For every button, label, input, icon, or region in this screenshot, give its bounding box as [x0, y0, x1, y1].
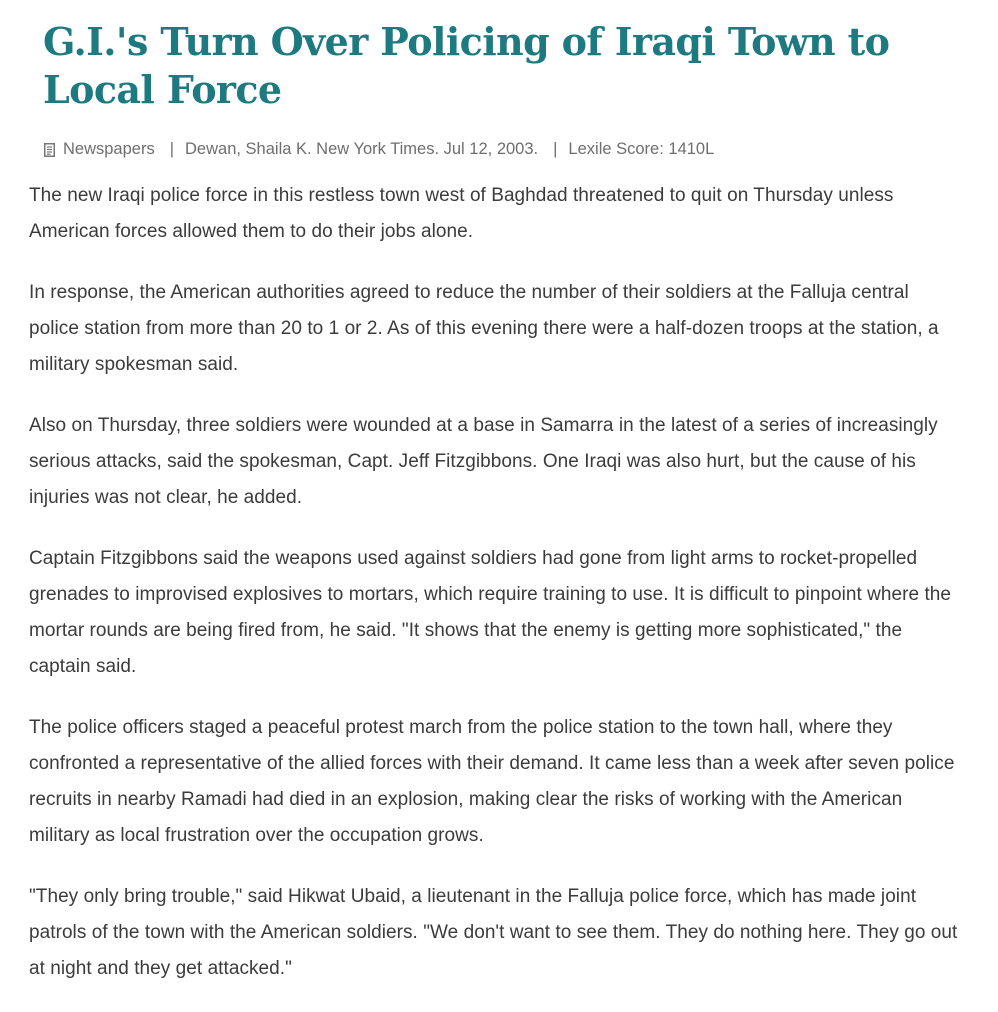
newspaper-icon — [44, 143, 55, 157]
paragraph: "They only bring trouble," said Hikwat Ubaid, a lieutenant in the Falluja police force, which has made joint patrols of the town with the American soldiers. "We don't want to see them. They do nothing here. They go out at night and they get attacked." — [29, 886, 958, 979]
citation: Dewan, Shaila K. New York Times. Jul 12, 2003. — [185, 139, 539, 158]
meta-separator: | — [553, 139, 558, 158]
article-meta — [44, 138, 714, 160]
paragraph: In response, the American authorities agreed to reduce the number of their soldiers at the Falluja central police station from more than 20 to 1 or 2. As of this evening there were a half-dozen troops at the station, a military spokesman said. — [29, 282, 939, 375]
lexile-score: Lexile Score: 1410L — [568, 139, 715, 158]
paragraph: Also on Thursday, three soldiers were wounded at a base in Samarra in the latest of a series of increasingly serious attacks, said the spokesman, Capt. Jeff Fitzgibbons. One Iraqi was also hurt, but the cause of his injuries was not clear, he added. — [29, 415, 938, 508]
source-type: Newspapers — [63, 139, 155, 158]
paragraph: The police officers staged a peaceful protest march from the police station to the town hall, where they confronted a representative of the allied forces with their demand. It came less than a week after seven police recruits in nearby Ramadi had died in an explosion, making clear the risks of working with the American military as local frustration over the occupation grows. — [29, 717, 955, 846]
meta-separator: | — [169, 139, 175, 158]
article-body — [29, 178, 959, 1012]
paragraph: Captain Fitzgibbons said the weapons used against soldiers had gone from light arms to rocket-propelled grenades to improvised explosives to mortars, which require training to use. It is difficult to pinpoint where the mortar rounds are being fired from, he said. "It shows that the enemy is getting more sophisticated," the captain said. — [29, 548, 952, 677]
paragraph: The new Iraqi police force in this restless town west of Baghdad threatened to quit on Thursday unless American forces allowed them to do their jobs alone. — [29, 185, 894, 242]
article-title: G.I.'s Turn Over Policing of Iraqi Town to Local Force — [43, 19, 890, 112]
